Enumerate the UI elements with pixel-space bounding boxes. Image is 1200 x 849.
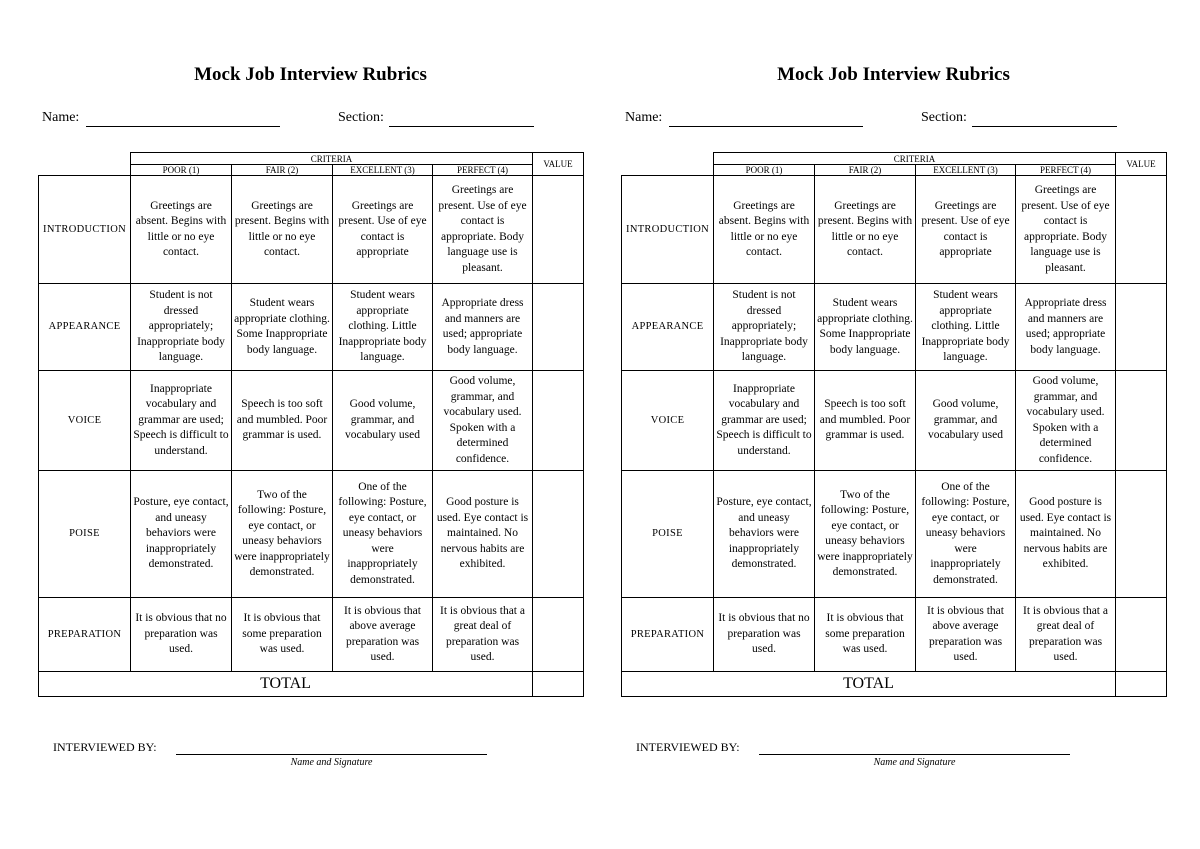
criterion-cell: Greetings are present. Use of eye contact is appropriate. Body language use is pleasant. xyxy=(1016,176,1116,284)
value-cell[interactable] xyxy=(533,598,584,672)
category-introduction: INTRODUCTION xyxy=(622,176,714,284)
criterion-cell: Posture, eye contact, and uneasy behaviors were inappropriately demonstrated. xyxy=(714,471,815,598)
total-label: TOTAL xyxy=(622,672,1116,697)
name-label: Name: xyxy=(625,110,663,125)
criterion-cell: Student wears appropriate clothing. Little Inappropriate body language. xyxy=(916,284,1016,371)
criterion-cell: Good volume, grammar, and vocabulary used. Spoken with a determined confidence. xyxy=(433,371,533,471)
value-cell[interactable] xyxy=(1116,471,1167,598)
name-label: Name: xyxy=(42,110,80,125)
total-row xyxy=(39,672,584,697)
rubric-sheet-left xyxy=(38,0,583,849)
value-cell[interactable] xyxy=(1116,284,1167,371)
criterion-cell: Two of the following: Posture, eye contact, or uneasy behaviors were inappropriately demonstrated. xyxy=(232,471,333,598)
criterion-cell: Speech is too soft and mumbled. Poor grammar is used. xyxy=(815,371,916,471)
category-preparation: PREPARATION xyxy=(622,598,714,672)
level-poor-header: POOR (1) xyxy=(131,165,232,176)
value-cell[interactable] xyxy=(1116,598,1167,672)
name-field-line[interactable] xyxy=(86,126,280,127)
criterion-cell: Two of the following: Posture, eye contact, or uneasy behaviors were inappropriately demonstrated. xyxy=(815,471,916,598)
signature-line[interactable] xyxy=(176,754,487,755)
name-field-line[interactable] xyxy=(669,126,863,127)
value-header: VALUE xyxy=(1116,153,1167,176)
category-voice: VOICE xyxy=(622,371,714,471)
section-field-line[interactable] xyxy=(972,126,1117,127)
criteria-header: CRITERIA xyxy=(131,153,533,165)
level-excellent-header: EXCELLENT (3) xyxy=(916,165,1016,176)
section-label: Section: xyxy=(921,110,967,125)
table-row xyxy=(622,176,1167,284)
criterion-cell: Speech is too soft and mumbled. Poor grammar is used. xyxy=(232,371,333,471)
criterion-cell: Greetings are absent. Begins with little or no eye contact. xyxy=(714,176,815,284)
criterion-cell: Greetings are present. Use of eye contact is appropriate xyxy=(916,176,1016,284)
page-title: Mock Job Interview Rubrics xyxy=(194,64,427,85)
page-title: Mock Job Interview Rubrics xyxy=(777,64,1010,85)
rubric-sheet-right xyxy=(621,0,1166,849)
criterion-cell: Greetings are absent. Begins with little or no eye contact. xyxy=(131,176,232,284)
value-cell[interactable] xyxy=(533,284,584,371)
category-poise: POISE xyxy=(39,471,131,598)
value-header: VALUE xyxy=(533,153,584,176)
total-label: TOTAL xyxy=(39,672,533,697)
criterion-cell: It is obvious that no preparation was used. xyxy=(714,598,815,672)
table-row xyxy=(39,598,584,672)
signature-caption: Name and Signature xyxy=(290,757,373,768)
interviewed-by-label: INTERVIEWED BY: xyxy=(53,740,157,754)
criterion-cell: Greetings are present. Use of eye contact is appropriate xyxy=(333,176,433,284)
criterion-cell: It is obvious that some preparation was used. xyxy=(232,598,333,672)
level-fair-header: FAIR (2) xyxy=(232,165,333,176)
total-row xyxy=(622,672,1167,697)
criterion-cell: It is obvious that some preparation was used. xyxy=(815,598,916,672)
value-cell[interactable] xyxy=(533,371,584,471)
criterion-cell: It is obvious that a great deal of preparation was used. xyxy=(433,598,533,672)
section-label: Section: xyxy=(338,110,384,125)
value-cell[interactable] xyxy=(533,176,584,284)
criterion-cell: Good volume, grammar, and vocabulary used. Spoken with a determined confidence. xyxy=(1016,371,1116,471)
value-cell[interactable] xyxy=(1116,371,1167,471)
criterion-cell: Student is not dressed appropriately; Inappropriate body language. xyxy=(714,284,815,371)
criterion-cell: It is obvious that above average preparation was used. xyxy=(333,598,433,672)
criterion-cell: Student is not dressed appropriately; Inappropriate body language. xyxy=(131,284,232,371)
criterion-cell: Good volume, grammar, and vocabulary used xyxy=(333,371,433,471)
signature-line[interactable] xyxy=(759,754,1070,755)
total-value-cell[interactable] xyxy=(533,672,584,697)
criterion-cell: One of the following: Posture, eye contact, or uneasy behaviors were inappropriately demonstrated. xyxy=(333,471,433,598)
rubric-table xyxy=(38,152,584,697)
category-voice: VOICE xyxy=(39,371,131,471)
table-row xyxy=(39,284,584,371)
criterion-cell: It is obvious that no preparation was used. xyxy=(131,598,232,672)
category-poise: POISE xyxy=(622,471,714,598)
category-appearance: APPEARANCE xyxy=(622,284,714,371)
criterion-cell: Posture, eye contact, and uneasy behaviors were inappropriately demonstrated. xyxy=(131,471,232,598)
criterion-cell: Greetings are present. Use of eye contact is appropriate. Body language use is pleasant. xyxy=(433,176,533,284)
level-perfect-header: PERFECT (4) xyxy=(433,165,533,176)
value-cell[interactable] xyxy=(533,471,584,598)
criterion-cell: It is obvious that a great deal of preparation was used. xyxy=(1016,598,1116,672)
table-row xyxy=(622,284,1167,371)
table-row xyxy=(622,471,1167,598)
value-cell[interactable] xyxy=(1116,176,1167,284)
criterion-cell: Greetings are present. Begins with little or no eye contact. xyxy=(232,176,333,284)
criterion-cell: Student wears appropriate clothing. Little Inappropriate body language. xyxy=(333,284,433,371)
category-appearance: APPEARANCE xyxy=(39,284,131,371)
table-row xyxy=(39,176,584,284)
table-row xyxy=(622,598,1167,672)
criterion-cell: Student wears appropriate clothing. Some Inappropriate body language. xyxy=(815,284,916,371)
table-row xyxy=(39,471,584,598)
table-row xyxy=(39,371,584,471)
table-row xyxy=(622,371,1167,471)
section-field-line[interactable] xyxy=(389,126,534,127)
criterion-cell: Inappropriate vocabulary and grammar are used; Speech is difficult to understand. xyxy=(714,371,815,471)
criterion-cell: Good posture is used. Eye contact is maintained. No nervous habits are exhibited. xyxy=(1016,471,1116,598)
level-perfect-header: PERFECT (4) xyxy=(1016,165,1116,176)
total-value-cell[interactable] xyxy=(1116,672,1167,697)
rubric-table xyxy=(621,152,1167,697)
criterion-cell: Good volume, grammar, and vocabulary used xyxy=(916,371,1016,471)
interviewed-by-label: INTERVIEWED BY: xyxy=(636,740,740,754)
category-preparation: PREPARATION xyxy=(39,598,131,672)
criterion-cell: Appropriate dress and manners are used; appropriate body language. xyxy=(1016,284,1116,371)
level-poor-header: POOR (1) xyxy=(714,165,815,176)
criteria-header: CRITERIA xyxy=(714,153,1116,165)
criterion-cell: Student wears appropriate clothing. Some Inappropriate body language. xyxy=(232,284,333,371)
criterion-cell: Greetings are present. Begins with little or no eye contact. xyxy=(815,176,916,284)
category-introduction: INTRODUCTION xyxy=(39,176,131,284)
criterion-cell: One of the following: Posture, eye contact, or uneasy behaviors were inappropriately demonstrated. xyxy=(916,471,1016,598)
criterion-cell: It is obvious that above average preparation was used. xyxy=(916,598,1016,672)
criterion-cell: Appropriate dress and manners are used; appropriate body language. xyxy=(433,284,533,371)
level-fair-header: FAIR (2) xyxy=(815,165,916,176)
criterion-cell: Inappropriate vocabulary and grammar are used; Speech is difficult to understand. xyxy=(131,371,232,471)
criterion-cell: Good posture is used. Eye contact is maintained. No nervous habits are exhibited. xyxy=(433,471,533,598)
level-excellent-header: EXCELLENT (3) xyxy=(333,165,433,176)
signature-caption: Name and Signature xyxy=(873,757,956,768)
